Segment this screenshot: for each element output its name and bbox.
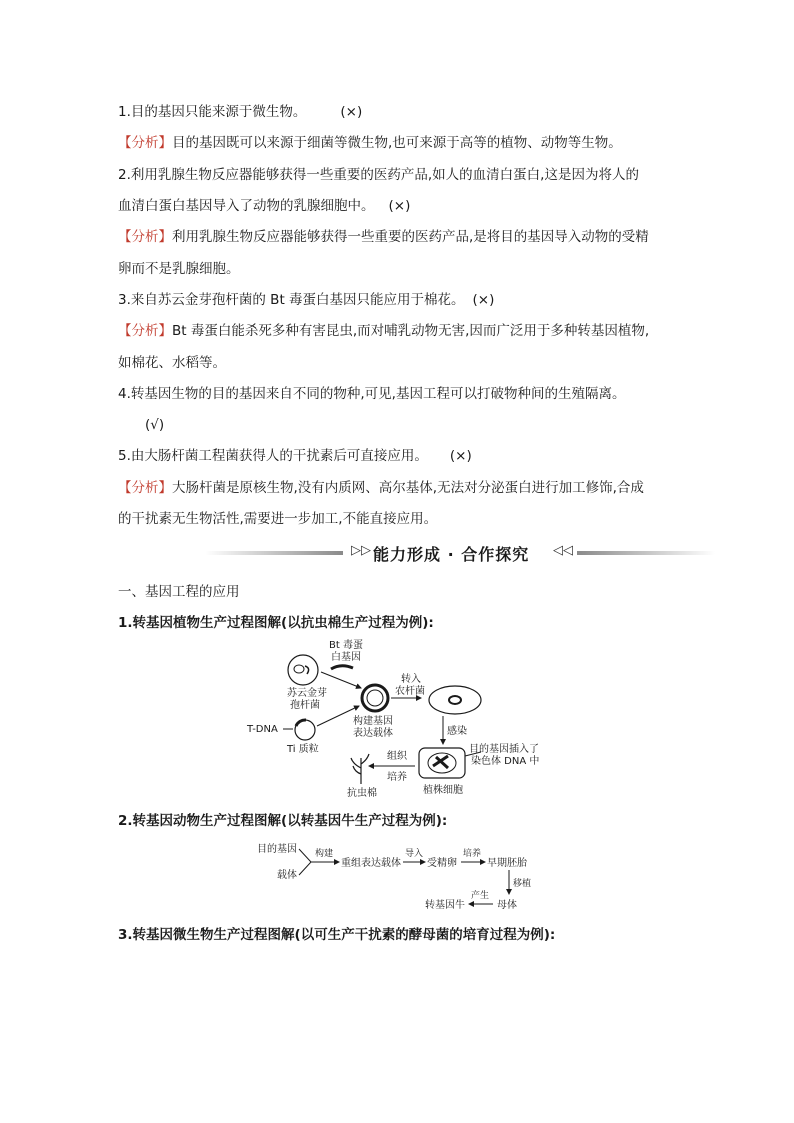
question-1-mark: (×) [340, 104, 363, 120]
embryo-label: 早期胚胎 [487, 858, 527, 869]
banner-right-triangle-icon: ◁◁ [553, 543, 573, 558]
banner-left-bar [205, 551, 343, 555]
bacillus-label-2: 孢杆菌 [290, 700, 320, 711]
bt-gene-label-2: 白基因 [331, 652, 361, 663]
analysis-2-tag: 【分析】 [118, 229, 172, 245]
transfer-label-1: 转入 [401, 674, 421, 685]
question-2-cont-text: 血清白蛋白基因导入了动物的乳腺细胞中。 [118, 198, 375, 214]
analysis-5-text: 大肠杆菌是原核生物,没有内质网、高尔基体,无法对分泌蛋白进行加工修饰,合成 [172, 480, 644, 496]
analysis-1 [118, 134, 622, 152]
question-4-text: 转基因生物的目的基因来自不同的物种,可见,基因工程可以打破物种间的生殖隔离。 [130, 386, 626, 402]
question-2-text: 利用乳腺生物反应器能够获得一些重要的医药产品,如人的血清白蛋白,这是因为将人的 [130, 167, 639, 183]
inserted-label-2: 染色体 DNA 中 [471, 756, 540, 767]
animal-diagram [255, 838, 575, 916]
transfer-label-2: 农杆菌 [395, 686, 425, 697]
banner-left-triangle-icon: ▷▷ [351, 543, 371, 558]
plant-diagram [243, 636, 563, 801]
analysis-5 [118, 479, 644, 497]
analysis-2-continued [118, 260, 240, 278]
banner-right-bar [577, 551, 715, 555]
question-2-number: 2. [118, 167, 131, 183]
question-1-text: 目的基因只能来源于微生物。 [130, 104, 307, 120]
question-1 [118, 103, 362, 121]
construct-label-1: 构建基因 [353, 716, 393, 727]
analysis-5-tag: 【分析】 [118, 480, 172, 496]
analysis-2-text: 利用乳腺生物反应器能够获得一些重要的医药产品,是将目的基因导入动物的受精 [172, 229, 649, 245]
question-3-mark: (×) [472, 292, 495, 308]
question-4-mark-line [145, 416, 164, 434]
question-5-number: 5. [118, 448, 131, 464]
bacillus-label-1: 苏云金芽 [287, 688, 327, 699]
culture-label: 培养 [463, 849, 482, 859]
recombinant-label: 重组表达载体 [341, 858, 401, 869]
cotton-label: 抗虫棉 [347, 788, 377, 799]
question-3-text: 来自苏云金芽孢杆菌的 Bt 毒蛋白基因只能应用于棉花。 [130, 292, 465, 308]
tdna-label: T-DNA [247, 724, 278, 735]
ti-label: Ti 质粒 [287, 744, 319, 755]
build-label: 构建 [315, 849, 334, 859]
analysis-3-text: Bt 毒蛋白能杀死多种有害昆虫,而对哺乳动物无害,因而广泛用于多种转基因植物, [172, 323, 650, 339]
question-5 [118, 447, 472, 465]
bt-gene-label-1: Bt 毒蛋 [329, 640, 363, 651]
target-gene-label: 目的基因 [257, 844, 297, 855]
tissue-label-2: 培养 [387, 772, 407, 783]
analysis-3-continued [118, 354, 226, 372]
question-3-number: 3. [118, 292, 131, 308]
question-4 [118, 385, 625, 403]
section-heading: 一、基因工程的应用 [118, 584, 240, 600]
question-2-mark: (×) [388, 198, 411, 214]
cow-label: 转基因牛 [425, 900, 465, 911]
inserted-label-1: 目的基因插入了 [469, 744, 539, 755]
question-4-mark: (√) [145, 417, 165, 433]
analysis-2 [118, 228, 649, 246]
bacillus-cell [288, 655, 318, 685]
analysis-3 [118, 322, 649, 340]
question-1-number: 1. [118, 104, 131, 120]
agrobacterium [429, 686, 481, 714]
question-3 [118, 291, 494, 309]
subheading-microbe: 3.转基因微生物生产过程图解(以可生产干扰素的酵母菌的培育过程为例): [118, 927, 556, 943]
question-5-text: 由大肠杆菌工程菌获得人的干扰素后可直接应用。 [130, 448, 428, 464]
analysis-1-text: 目的基因既可以来源于细菌等微生物,也可来源于高等的植物、动物等生物。 [172, 135, 622, 151]
egg-label: 受精卵 [427, 858, 457, 869]
transplant-label: 移植 [513, 879, 532, 889]
subheading-animal: 2.转基因动物生产过程图解(以转基因牛生产过程为例): [118, 813, 448, 829]
construct-label-2: 表达载体 [353, 728, 393, 739]
analysis-3-tag: 【分析】 [118, 323, 172, 339]
banner-title: 能力形成 · 合作探究 [373, 545, 530, 564]
vector-ring [362, 685, 388, 711]
analysis-2-cont-text: 卵而不是乳腺细胞。 [118, 261, 240, 277]
analysis-5-continued [118, 510, 437, 528]
question-5-mark: (×) [449, 448, 472, 464]
analysis-5-cont-text: 的干扰素无生物活性,需要进一步加工,不能直接应用。 [118, 511, 438, 527]
infect-label: 感染 [447, 726, 467, 737]
cotton-plant-icon [351, 754, 369, 784]
analysis-3-cont-text: 如棉花、水稻等。 [118, 355, 226, 371]
analysis-1-tag: 【分析】 [118, 135, 172, 151]
vector-label: 载体 [277, 870, 297, 881]
bt-gene-fragment [331, 666, 353, 669]
plant-cell-label: 植株细胞 [423, 785, 463, 796]
mother-label: 母体 [497, 900, 517, 911]
question-2 [118, 166, 639, 184]
question-2-continued [118, 197, 410, 215]
bacillus-dna [294, 665, 304, 673]
produce-label: 产生 [471, 891, 490, 901]
section-banner [205, 540, 715, 566]
question-4-number: 4. [118, 386, 131, 402]
subheading-plant: 1.转基因植物生产过程图解(以抗虫棉生产过程为例): [118, 615, 434, 631]
tissue-label-1: 组织 [387, 751, 407, 762]
import-label: 导入 [405, 849, 424, 859]
